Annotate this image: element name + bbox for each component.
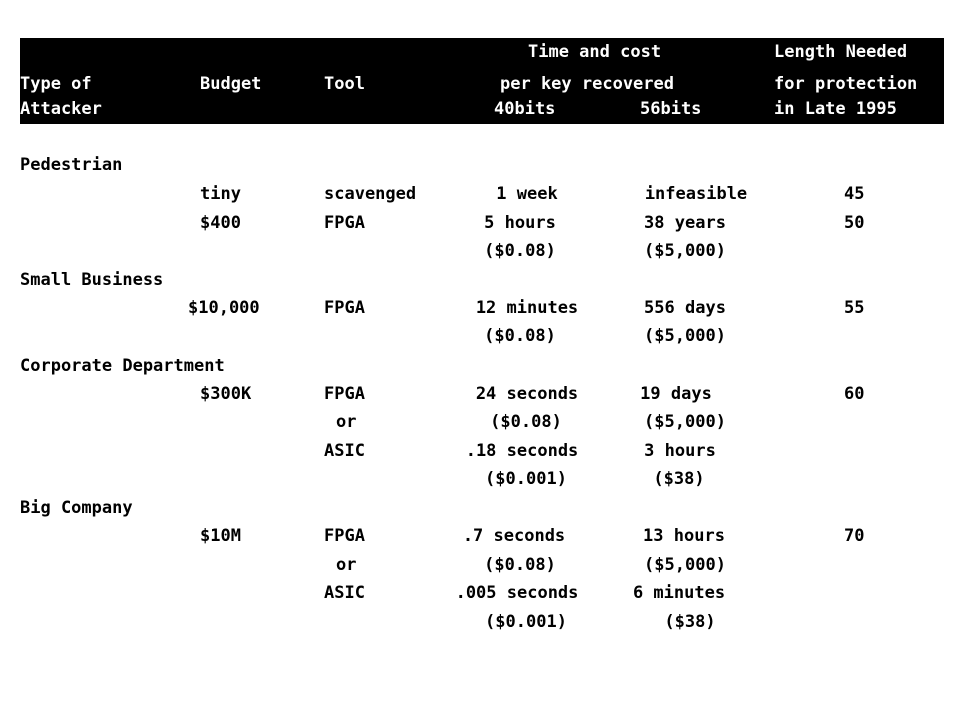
row-length: 70: [844, 526, 865, 546]
header-length-line1: Length Needed: [774, 42, 908, 62]
header-time-cost-line1: Time and cost: [528, 42, 662, 62]
row-tool: or: [336, 412, 357, 432]
row-length: 55: [844, 298, 865, 318]
row-time-40bits: .7 seconds: [462, 526, 566, 546]
row-time-56bits: 13 hours: [643, 526, 725, 546]
row-tool: scavenged: [324, 184, 417, 204]
row-cost-56bits: ($5,000): [644, 241, 726, 261]
row-tool: ASIC: [324, 441, 365, 461]
row-tool: or: [336, 555, 357, 575]
row-time-56bits: 19 days: [640, 384, 712, 404]
row-cost-40bits: ($0.08): [484, 241, 556, 261]
row-time-56bits: 3 hours: [644, 441, 716, 461]
row-length: 45: [844, 184, 865, 204]
row-budget: $400: [200, 213, 241, 233]
row-cost-56bits: ($5,000): [644, 555, 726, 575]
row-cost-40bits: ($0.08): [484, 555, 556, 575]
row-budget: $300K: [200, 384, 252, 404]
header-length-line2: for protection: [774, 74, 918, 94]
row-length: 60: [844, 384, 865, 404]
row-tool: FPGA: [324, 384, 365, 404]
header-length-line3: in Late 1995: [774, 99, 897, 119]
row-time-40bits: 1 week: [496, 184, 558, 204]
row-cost-56bits: ($5,000): [644, 412, 726, 432]
row-time-56bits: 38 years: [644, 213, 726, 233]
table-header: [20, 38, 944, 124]
row-tool: FPGA: [324, 213, 365, 233]
row-tool: FPGA: [324, 298, 365, 318]
header-type-line1: Type of: [20, 74, 92, 94]
row-time-56bits: 556 days: [644, 298, 726, 318]
header-time-cost-line2: per key recovered: [500, 74, 674, 94]
row-time-56bits: 6 minutes: [632, 583, 726, 603]
row-tool: ASIC: [324, 583, 365, 603]
group-small-business: Small Business: [20, 270, 164, 290]
row-time-40bits: 24 seconds: [475, 384, 579, 404]
header-tool: Tool: [324, 74, 365, 94]
header-40bits: 40bits: [494, 99, 556, 119]
row-cost-40bits: ($0.001): [485, 469, 567, 489]
row-cost-40bits: ($0.08): [484, 326, 556, 346]
group-corporate-department: Corporate Department: [20, 356, 225, 376]
row-budget: $10M: [200, 526, 241, 546]
header-56bits: 56bits: [640, 99, 702, 119]
row-length: 50: [844, 213, 865, 233]
row-time-40bits: .005 seconds: [455, 583, 579, 603]
row-time-40bits: .18 seconds: [465, 441, 579, 461]
row-tool: FPGA: [324, 526, 365, 546]
row-cost-40bits: ($0.001): [485, 612, 567, 632]
header-type-line2: Attacker: [20, 99, 102, 119]
row-cost-56bits: ($38): [653, 469, 705, 489]
header-budget: Budget: [200, 74, 262, 94]
row-budget: $10,000: [188, 298, 260, 318]
row-cost-40bits: ($0.08): [490, 412, 562, 432]
row-time-40bits: 12 minutes: [475, 298, 579, 318]
row-time-40bits: 5 hours: [484, 213, 556, 233]
row-cost-56bits: ($5,000): [644, 326, 726, 346]
row-cost-56bits: ($38): [664, 612, 716, 632]
group-big-company: Big Company: [20, 498, 133, 518]
group-pedestrian: Pedestrian: [20, 155, 123, 175]
row-budget: tiny: [200, 184, 241, 204]
row-time-56bits: infeasible: [644, 184, 748, 204]
